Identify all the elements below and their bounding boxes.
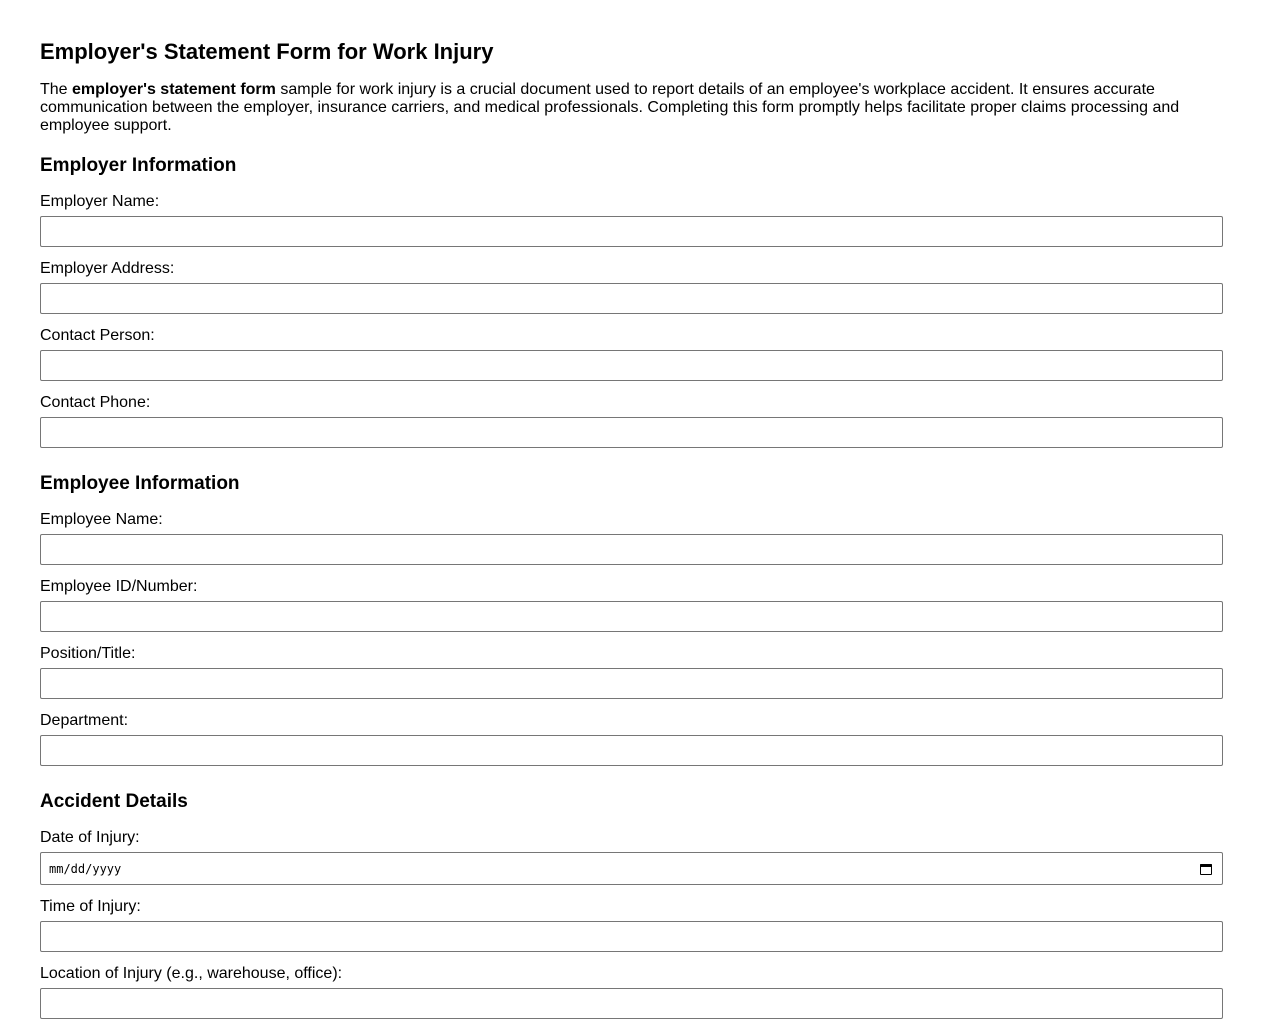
department-input[interactable]: [40, 735, 1223, 766]
date-of-injury-placeholder: mm/dd/yyyy: [49, 862, 122, 876]
employer-name-input[interactable]: [40, 216, 1223, 247]
position-title-label: Position/Title:: [40, 645, 136, 662]
location-of-injury-field: [40, 965, 1223, 1019]
accident-details-section: [40, 790, 1223, 1019]
intro-prefix: The: [40, 81, 73, 98]
time-of-injury-label: Time of Injury:: [40, 898, 141, 915]
contact-phone-label: Contact Phone:: [40, 394, 151, 411]
contact-person-input[interactable]: [40, 350, 1223, 381]
calendar-icon[interactable]: [1200, 862, 1212, 875]
employer-information-section: [40, 154, 1223, 448]
intro-suffix: sample for work injury is a crucial document used to report details of an employee's workplace accident. It ensures accurate communication between the employer, insurance carriers, and medical professionals. Completing this form promptly helps facilitate proper claims processing and employee support.: [40, 81, 1180, 134]
contact-phone-field: [40, 394, 1223, 448]
contact-person-label: Contact Person:: [40, 327, 155, 344]
location-of-injury-input[interactable]: [40, 988, 1223, 1019]
intro-bold-term: employer's statement form: [72, 81, 276, 98]
accident-details-heading: Accident Details: [40, 791, 188, 812]
date-of-injury-field: [40, 829, 1223, 885]
employer-information-heading: Employer Information: [40, 155, 237, 176]
employee-information-section: [40, 472, 1223, 766]
employee-id-field: [40, 578, 1223, 632]
employee-information-heading: Employee Information: [40, 473, 240, 494]
position-title-input[interactable]: [40, 668, 1223, 699]
time-of-injury-field: [40, 898, 1223, 952]
position-title-field: [40, 645, 1223, 699]
intro-paragraph: [40, 81, 1223, 135]
department-field: [40, 712, 1223, 766]
date-of-injury-input[interactable]: [40, 852, 1223, 885]
time-of-injury-input[interactable]: [40, 921, 1223, 952]
date-of-injury-label: Date of Injury:: [40, 829, 140, 846]
form-page: [40, 38, 1223, 1019]
department-label: Department:: [40, 712, 129, 729]
employee-id-label: Employee ID/Number:: [40, 578, 198, 595]
employer-address-label: Employer Address:: [40, 260, 175, 277]
employer-address-input[interactable]: [40, 283, 1223, 314]
employee-name-input[interactable]: [40, 534, 1223, 565]
contact-phone-input[interactable]: [40, 417, 1223, 448]
employer-name-field: [40, 193, 1223, 247]
employee-name-label: Employee Name:: [40, 511, 163, 528]
employer-name-label: Employer Name:: [40, 193, 160, 210]
employer-address-field: [40, 260, 1223, 314]
employee-name-field: [40, 511, 1223, 565]
page-title: Employer's Statement Form for Work Injury: [40, 39, 494, 64]
employee-id-input[interactable]: [40, 601, 1223, 632]
location-of-injury-label: Location of Injury (e.g., warehouse, office):: [40, 965, 343, 982]
contact-person-field: [40, 327, 1223, 381]
